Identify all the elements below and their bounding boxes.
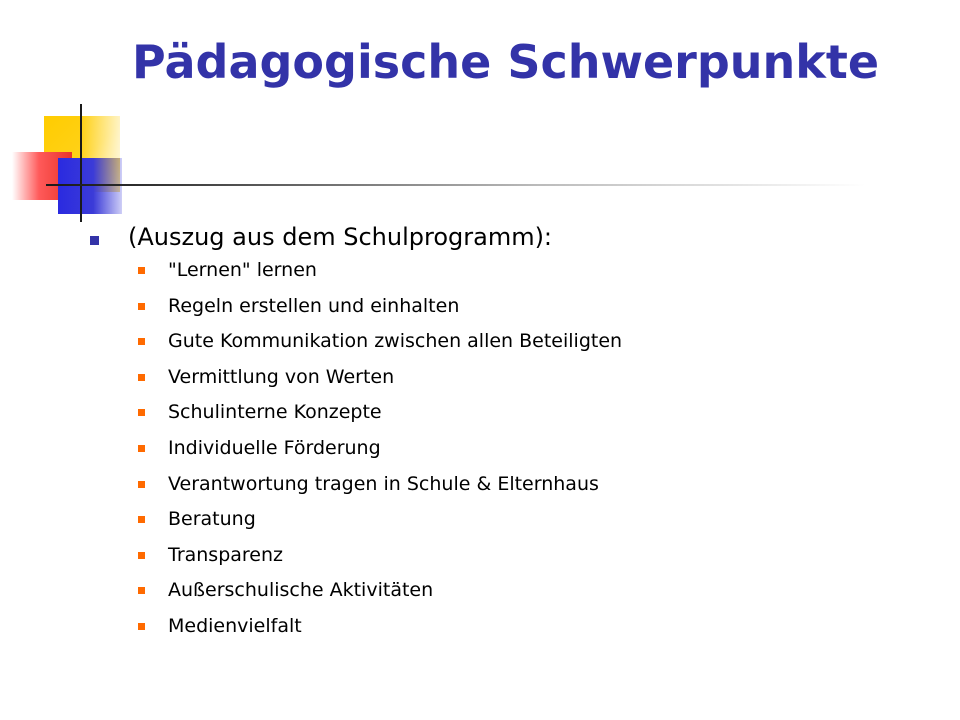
sub-bullet-marker [138,303,145,310]
sub-bullet-marker [138,338,145,345]
list-item [138,436,918,472]
sub-bullet-marker [138,552,145,559]
list-item [138,472,918,508]
slide-title: Pädagogische Schwerpunkte [132,35,880,89]
main-bullet-marker [90,236,99,245]
list-item-text: "Lernen" lernen [168,259,317,281]
sub-bullet-marker [138,516,145,523]
list-item-text: Außerschulische Aktivitäten [168,579,434,602]
main-bullet-text: (Auszug aus dem Schulprogramm): [128,223,553,251]
sub-bullet-marker [138,409,145,416]
sub-bullet-list [138,258,918,650]
list-item-text: Medienvielfalt [168,614,302,637]
sub-bullet-marker [138,587,145,594]
list-item [138,329,918,365]
list-item-text: Verantwortung tragen in Schule & Elternhaus [168,472,599,495]
list-item-text: Regeln erstellen und einhalten [168,294,460,317]
list-item [138,578,918,614]
list-item [138,294,918,330]
list-item [138,507,918,543]
list-item-text: Beratung [168,508,256,531]
list-item-text: Vermittlung von Werten [168,365,395,388]
sub-bullet-marker [138,623,145,630]
sub-bullet-marker [138,481,145,488]
list-item-text: Gute Kommunikation zwischen allen Beteiligten [168,330,623,353]
main-bullet-item [90,223,890,262]
list-item [138,400,918,436]
sub-bullet-marker [138,267,145,274]
list-item [138,365,918,401]
list-item [138,543,918,579]
sub-bullet-marker [138,445,145,452]
list-item [138,614,918,650]
list-item-text: Transparenz [168,543,284,566]
list-item-text: Individuelle Förderung [168,436,381,459]
list-item-text: Schulinterne Konzepte [168,401,382,424]
list-item [138,258,918,294]
sub-bullet-marker [138,374,145,381]
